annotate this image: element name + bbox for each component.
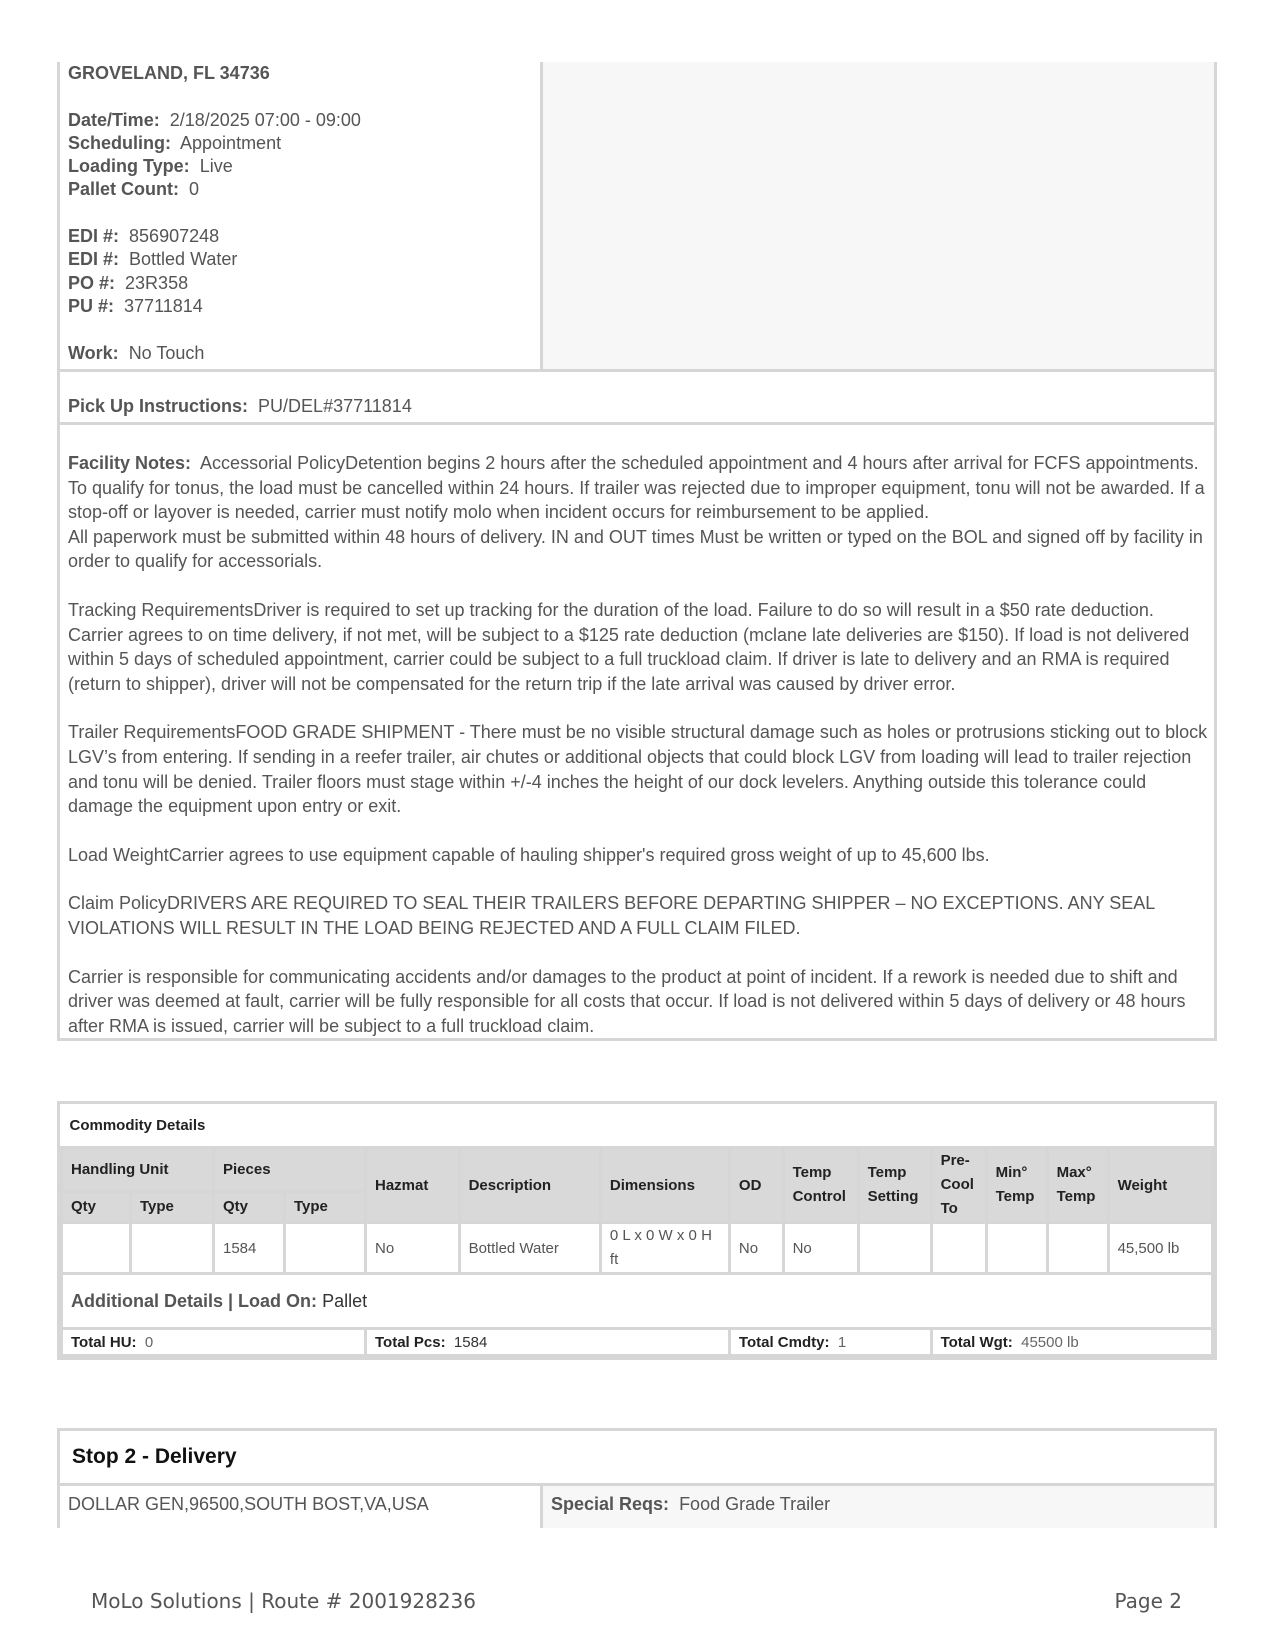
facility-notes [68, 451, 1208, 1038]
date-time-line [68, 109, 540, 132]
total-cmdty-value: 1 [837, 1333, 847, 1351]
pickup-instructions-label: Pick Up Instructions: [68, 396, 249, 416]
col-od: OD [729, 1148, 783, 1223]
stop-2-row [60, 1483, 1214, 1528]
pallet-count-label: Pallet Count: [68, 179, 179, 200]
cell-min-temp [986, 1223, 1047, 1274]
pallet-count-line [68, 178, 540, 201]
pickup-instructions [68, 396, 412, 417]
total-pcs [366, 1329, 730, 1356]
facility-notes-label: Facility Notes: [68, 453, 192, 473]
special-reqs-label: Special Reqs: [551, 1494, 670, 1514]
stop-title: Stop 2 - Delivery [72, 1445, 237, 1468]
col-max-temp: Max° Temp [1047, 1148, 1108, 1223]
col-pc-type: Type [285, 1191, 366, 1222]
edi-line-2 [68, 248, 540, 271]
total-hu [62, 1329, 366, 1356]
col-precool: Pre-Cool To [931, 1148, 986, 1223]
pallet-count-value: 0 [189, 179, 200, 200]
additional-details [62, 1274, 1213, 1329]
pu-label: PU #: [68, 295, 115, 316]
commodity-table [60, 1104, 1214, 1357]
col-description: Description [459, 1148, 600, 1223]
table-row [62, 1223, 1213, 1274]
po-value: 23R358 [125, 272, 189, 293]
facility-notes-paragraph: Load WeightCarrier agrees to use equipment capable of hauling shipper's required gross weight of up to 45,600 lbs. [68, 844, 990, 865]
scheduling-line [68, 132, 540, 155]
facility-notes-paragraph: Trailer RequirementsFOOD GRADE SHIPMENT - There must be no visible structural damage such as holes or protrusions sticking out to block LGV’s from entering. If sending in a reefer trailer, air chutes or additional objects that could block LGV from loading will lead to trailer rejection and tonu will be denied. Trailer floors must stage within +/-4 inches the height of our dock levelers. Anything outside this tolerance could damage the equipment upon entry or exit. [68, 722, 1208, 817]
pickup-details-left [60, 62, 540, 369]
cell-dimensions: 0 L x 0 W x 0 H ft [600, 1223, 729, 1274]
cell-pc-type [285, 1223, 366, 1274]
total-hu-value: 0 [144, 1333, 154, 1351]
special-reqs-value: Food Grade Trailer [679, 1494, 831, 1514]
facility-notes-paragraph: Claim PolicyDRIVERS ARE REQUIRED TO SEAL THEIR TRAILERS BEFORE DEPARTING SHIPPER – NO EXCEPTIONS. ANY SEAL VIOLATIONS WILL RESULT IN THE LOAD BEING REJECTED AND A FULL CLAIM FILED. [68, 893, 1155, 938]
edi-line-1 [68, 225, 540, 248]
work-line [68, 342, 540, 365]
cell-temp-control: No [783, 1223, 858, 1274]
po-label: PO #: [68, 272, 116, 293]
additional-details-value: Pallet [322, 1290, 368, 1311]
total-wgt [931, 1329, 1212, 1356]
stop-address: DOLLAR GEN,96500,SOUTH BOST,VA,USA [68, 1494, 429, 1514]
facility-notes-paragraph [68, 451, 1208, 525]
page-number: Page 2 [1114, 1589, 1182, 1613]
cell-precool [931, 1223, 986, 1274]
col-temp-setting: Temp Setting [858, 1148, 931, 1223]
facility-notes-text: Accessorial PolicyDetention begins 2 hours after the scheduled appointment and 4 hours after arrival for FCFS appointments. To qualify for tonus, the load must be cancelled within 24 hours. If trailer was rejected due to improper equipment, tonu will not be awarded. If a stop-off or layover is needed, carrier must notify molo when incident occurs for reimbursement to be applied. [68, 453, 1205, 523]
col-pieces: Pieces [214, 1148, 366, 1192]
date-time-value: 2/18/2025 07:00 - 09:00 [169, 109, 361, 130]
totals-row [62, 1329, 1213, 1356]
scheduling-value: Appointment [180, 132, 282, 153]
additional-details-row [62, 1274, 1213, 1329]
commodity-details [57, 1101, 1217, 1360]
col-pc-qty: Qty [214, 1191, 285, 1222]
col-weight: Weight [1108, 1148, 1212, 1223]
stop-2-delivery [57, 1428, 1217, 1528]
col-hazmat: Hazmat [366, 1148, 460, 1223]
edi-value: 856907248 [129, 226, 220, 247]
cell-temp-setting [858, 1223, 931, 1274]
edi-value: Bottled Water [129, 249, 238, 270]
total-cmdty [729, 1329, 931, 1356]
work-value: No Touch [128, 342, 205, 363]
total-hu-label: Total HU: [71, 1333, 137, 1351]
edi-label: EDI #: [68, 226, 120, 247]
cell-max-temp [1047, 1223, 1108, 1274]
pickup-details-box [57, 62, 1217, 372]
col-hu-type: Type [131, 1191, 214, 1222]
col-hu-qty: Qty [62, 1191, 131, 1222]
special-reqs [540, 1486, 1214, 1528]
loading-type-line [68, 155, 540, 178]
work-label: Work: [68, 342, 119, 363]
pu-line [68, 295, 540, 318]
pu-value: 37711814 [124, 295, 203, 316]
loading-type-value: Live [199, 156, 233, 177]
facility-notes-paragraph: Carrier is responsible for communicating accidents and/or damages to the product at point of incident. If a rework is needed due to shift and driver was deemed at fault, carrier will be fully responsible for all costs that occur. If load is not delivered within 5 days of delivery or 48 hours after RMA is issued, carrier will be subject to a full truckload claim. [68, 966, 1186, 1036]
facility-notes-box [57, 425, 1217, 1041]
total-cmdty-label: Total Cmdty: [738, 1333, 830, 1351]
cell-hazmat: No [366, 1223, 460, 1274]
additional-details-label: Additional Details | Load On: [71, 1290, 318, 1311]
total-pcs-label: Total Pcs: [375, 1333, 446, 1351]
pickup-details-right-panel [540, 62, 1214, 369]
col-temp-control: Temp Control [783, 1148, 858, 1223]
total-wgt-label: Total Wgt: [940, 1333, 1013, 1351]
cell-od: No [729, 1223, 783, 1274]
cell-hu-qty [62, 1223, 131, 1274]
col-min-temp: Min° Temp [986, 1148, 1047, 1223]
col-handling-unit: Handling Unit [62, 1148, 214, 1192]
facility-notes-paragraph: Tracking RequirementsDriver is required to set up tracking for the duration of the load. Failure to do so will result in a $50 rate deduction. Carrier agrees to on time delivery, if not met, will be subject to a $125 rate deduction (mclane late deliveries are $150). If load is not delivered within 5 days of scheduled appointment, carrier could be subject to a full truckload claim. If driver is late to delivery and an RMA is required (return to shipper), driver will not be compensated for the return trip if the late arrival was caused by driver error. [68, 599, 1190, 694]
cell-pc-qty: 1584 [214, 1223, 285, 1274]
commodity-title: Commodity Details [62, 1104, 1213, 1148]
cell-weight: 45,500 lb [1108, 1223, 1212, 1274]
total-pcs-value: 1584 [453, 1333, 488, 1351]
scheduling-label: Scheduling: [68, 132, 171, 153]
date-time-label: Date/Time: [68, 109, 160, 130]
edi-label: EDI #: [68, 249, 120, 270]
pickup-instructions-box [57, 372, 1217, 425]
cell-description: Bottled Water [459, 1223, 600, 1274]
loading-type-label: Loading Type: [68, 156, 190, 177]
address: GROVELAND, FL 34736 [68, 63, 270, 83]
po-line [68, 272, 540, 295]
footer-route: MoLo Solutions | Route # 2001928236 [91, 1589, 476, 1613]
pickup-instructions-value: PU/DEL#37711814 [258, 396, 412, 416]
facility-notes-paragraph: All paperwork must be submitted within 48 hours of delivery. IN and OUT times Must be written or typed on the BOL and signed off by facility in order to qualify for accessorials. [68, 526, 1203, 572]
col-dimensions: Dimensions [600, 1148, 729, 1223]
total-wgt-value: 45500 lb [1021, 1333, 1079, 1351]
cell-hu-type [131, 1223, 214, 1274]
